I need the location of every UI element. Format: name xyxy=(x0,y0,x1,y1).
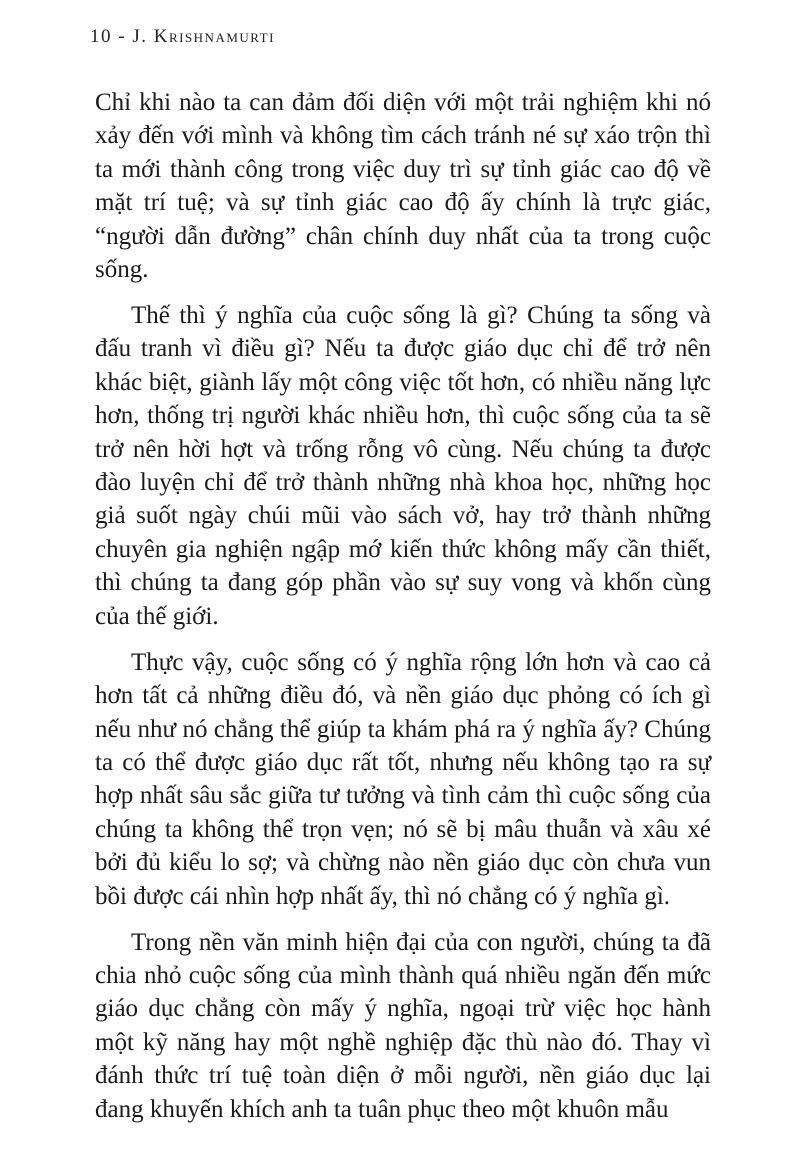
paragraph-1: Chỉ khi nào ta can đảm đối diện với một trải nghiệm khi nó xảy đến với mình và không tìm cách tránh né sự xáo trộn thì ta mới thành công trong việc duy trì sự tỉnh giác cao độ về mặt trí tuệ; và sự tỉnh giác cao độ ấy chính là trực giác, “người dẫn đường” chân chính duy nhất của ta trong cuộc sống. xyxy=(95,89,711,284)
paragraph-3: Thực vậy, cuộc sống có ý nghĩa rộng lớn hơn và cao cả hơn tất cả những điều đó, và nền giáo dục phỏng có ích gì nếu như nó chẳng thể giúp ta khám phá ra ý nghĩa ấy? Chúng ta có thể được giáo dục rất tốt, nhưng nếu không tạo ra sự hợp nhất sâu sắc giữa tư tưởng và tình cảm thì cuộc sống của chúng ta không thể trọn vẹn; nó sẽ bị mâu thuẫn và xâu xé bởi đủ kiểu lo sợ; và chừng nào nền giáo dục còn chưa vun bồi được cái nhìn hợp nhất ấy, thì nó chẳng có ý nghĩa gì. xyxy=(95,648,711,910)
paragraph-2: Thế thì ý nghĩa của cuộc sống là gì? Chúng ta sống và đấu tranh vì điều gì? Nếu ta được giáo dục chỉ để trở nên khác biệt, giành lấy một công việc tốt hơn, có nhiều năng lực hơn, thống trị người khác nhiều hơn, thì cuộc sống của ta sẽ trở nên hời hợt và trống rỗng vô cùng. Nếu chúng ta được đào luyện chỉ để trở thành những nhà khoa học, những học giả suốt ngày chúi mũi vào sách vở, hay trở thành những chuyên gia nghiện ngập mớ kiến thức không mấy cần thiết, thì chúng ta đang góp phần vào sự suy vong và khốn cùng của thế giới. xyxy=(95,302,711,630)
page-number: 10 xyxy=(90,26,112,47)
header-separator: - xyxy=(118,26,127,47)
running-header xyxy=(90,26,275,48)
body-text xyxy=(95,86,711,1139)
paragraph-4: Trong nền văn minh hiện đại của con người, chúng ta đã chia nhỏ cuộc sống của mình thành quá nhiều ngăn đến mức giáo dục chẳng còn mấy ý nghĩa, ngoại trừ việc học hành một kỹ năng hay một nghề nghiệp đặc thù nào đó. Thay vì đánh thức trí tuệ toàn diện ở mỗi người, nền giáo dục lại đang khuyến khích anh ta tuân phục theo một khuôn mẫu xyxy=(95,928,711,1123)
author-name: J. Krishnamurti xyxy=(132,26,275,47)
